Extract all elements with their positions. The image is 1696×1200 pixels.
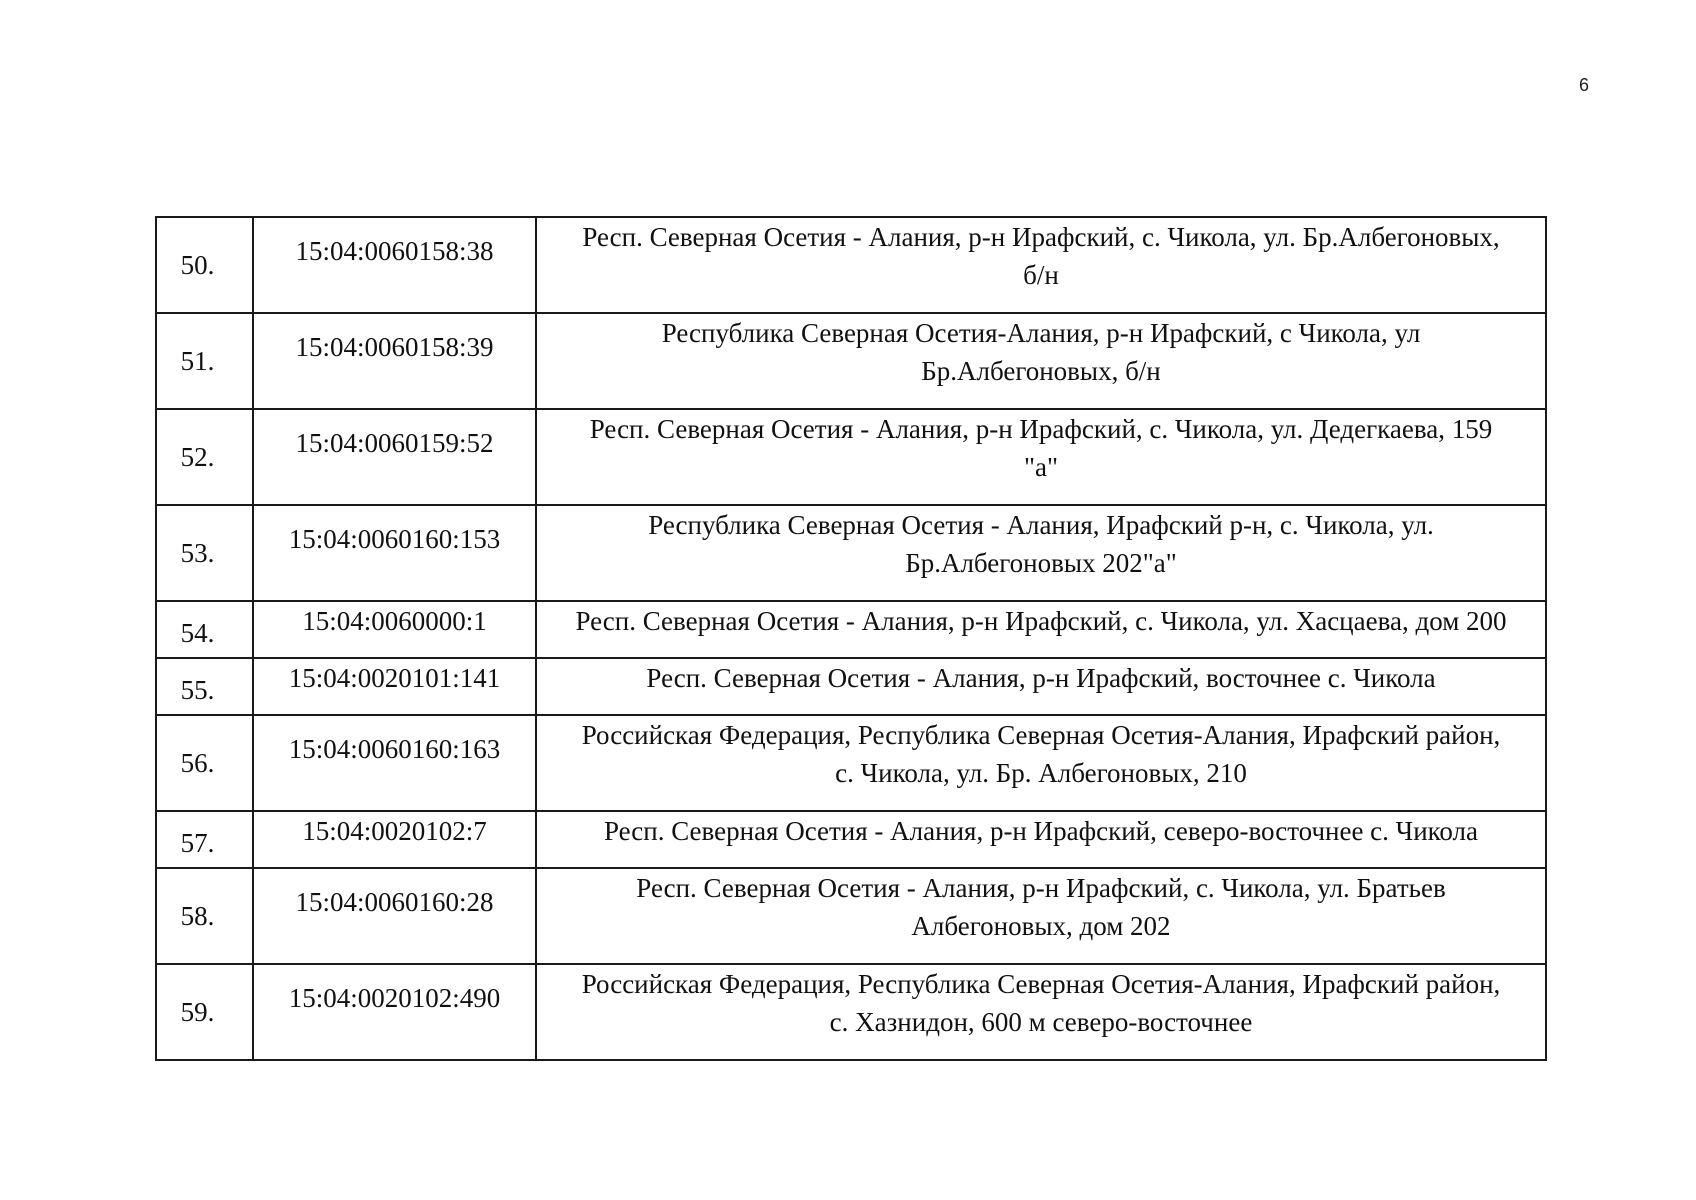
cadastral-number-cell [253, 409, 536, 505]
cadastral-number-cell [253, 505, 536, 601]
address-cell [536, 658, 1546, 715]
address-cell [536, 964, 1546, 1060]
cadastral-number-cell [253, 658, 536, 715]
table-row [156, 505, 1546, 601]
cadastral-number-cell [253, 601, 536, 658]
cadastral-number-cell [253, 868, 536, 964]
row-number-cell [156, 868, 253, 964]
cadastral-number: 15:04:0060160:153 [288, 524, 501, 554]
address-line-2: с. Чикола, ул. Бр. Албегоновых, 210 [835, 758, 1247, 788]
row-number-cell [156, 505, 253, 601]
table-row [156, 658, 1546, 715]
row-number-cell [156, 811, 253, 868]
row-number: 50. [180, 250, 215, 280]
cadastral-number: 15:04:0020102:490 [288, 983, 501, 1013]
address-line-1: Респ. Северная Осетия - Алания, р-н Ирафский, восточнее с. Чикола [646, 663, 1436, 693]
cadastral-number: 15:04:0060158:38 [295, 236, 494, 266]
row-number-cell [156, 601, 253, 658]
cadastral-number: 15:04:0060000:1 [302, 606, 487, 636]
row-number: 53. [180, 538, 215, 568]
address-cell [536, 217, 1546, 313]
address-line-2: Бр.Албегоновых, б/н [921, 356, 1161, 386]
row-number: 54. [180, 618, 215, 648]
cadastral-number: 15:04:0020102:7 [302, 816, 487, 846]
table-row [156, 964, 1546, 1060]
table-row [156, 409, 1546, 505]
row-number: 52. [180, 442, 215, 472]
row-number-cell [156, 313, 253, 409]
address-cell [536, 811, 1546, 868]
cadastral-number-cell [253, 811, 536, 868]
address-cell [536, 601, 1546, 658]
table-row [156, 868, 1546, 964]
address-line-1: Респ. Северная Осетия - Алания, р-н Ирафский, с. Чикола, ул. Хасцаева, дом 200 [575, 606, 1507, 636]
table-row [156, 313, 1546, 409]
row-number: 56. [180, 748, 215, 778]
row-number-cell [156, 658, 253, 715]
table-row [156, 715, 1546, 811]
page-number: 6 [1578, 75, 1589, 95]
address-line-2: с. Хазнидон, 600 м северо-восточнее [829, 1007, 1253, 1037]
address-cell [536, 868, 1546, 964]
cadastral-number: 15:04:0060158:39 [295, 332, 494, 362]
row-number: 57. [180, 828, 215, 858]
address-line-1: Респ. Северная Осетия - Алания, р-н Ирафский, с. Чикола, ул. Братьев [636, 873, 1446, 903]
cadastral-number-cell [253, 313, 536, 409]
row-number: 55. [180, 675, 215, 705]
cadastral-number-cell [253, 964, 536, 1060]
address-line-1: Респ. Северная Осетия - Алания, р-н Ирафский, северо-восточнее с. Чикола [603, 816, 1479, 846]
row-number: 59. [180, 997, 215, 1027]
address-cell [536, 409, 1546, 505]
cadastral-number-cell [253, 715, 536, 811]
address-line-2: "а" [1023, 452, 1059, 482]
cadastral-number-cell [253, 217, 536, 313]
address-cell [536, 505, 1546, 601]
cadastral-number: 15:04:0060159:52 [295, 428, 494, 458]
row-number: 51. [180, 346, 215, 376]
address-line-1: Российская Федерация, Республика Северная Осетия-Алания, Ирафский район, [581, 720, 1501, 750]
table-row [156, 217, 1546, 313]
address-line-2: Албегоновых, дом 202 [911, 911, 1171, 941]
address-line-1: Республика Северная Осетия-Алания, р-н Ирафский, с Чикола, ул [661, 318, 1421, 348]
address-line-2: б/н [1023, 260, 1059, 290]
row-number-cell [156, 715, 253, 811]
row-number-cell [156, 964, 253, 1060]
cadastral-number: 15:04:0060160:28 [295, 887, 494, 917]
address-cell [536, 715, 1546, 811]
row-number: 58. [180, 901, 215, 931]
row-number-cell [156, 409, 253, 505]
table-row [156, 601, 1546, 658]
address-cell [536, 313, 1546, 409]
parcel-table [155, 216, 1547, 1061]
cadastral-number: 15:04:0060160:163 [288, 734, 501, 764]
address-line-2: Бр.Албегоновых 202"а" [905, 548, 1177, 578]
address-line-1: Российская Федерация, Республика Северная Осетия-Алания, Ирафский район, [581, 969, 1501, 999]
row-number-cell [156, 217, 253, 313]
cadastral-number: 15:04:0020101:141 [288, 663, 501, 693]
address-line-1: Респ. Северная Осетия - Алания, р-н Ирафский, с. Чикола, ул. Бр.Албегоновых, [582, 222, 1500, 252]
table-row [156, 811, 1546, 868]
address-line-1: Республика Северная Осетия - Алания, Ирафский р-н, с. Чикола, ул. [648, 510, 1434, 540]
address-line-1: Респ. Северная Осетия - Алания, р-н Ирафский, с. Чикола, ул. Дедегкаева, 159 [589, 414, 1493, 444]
